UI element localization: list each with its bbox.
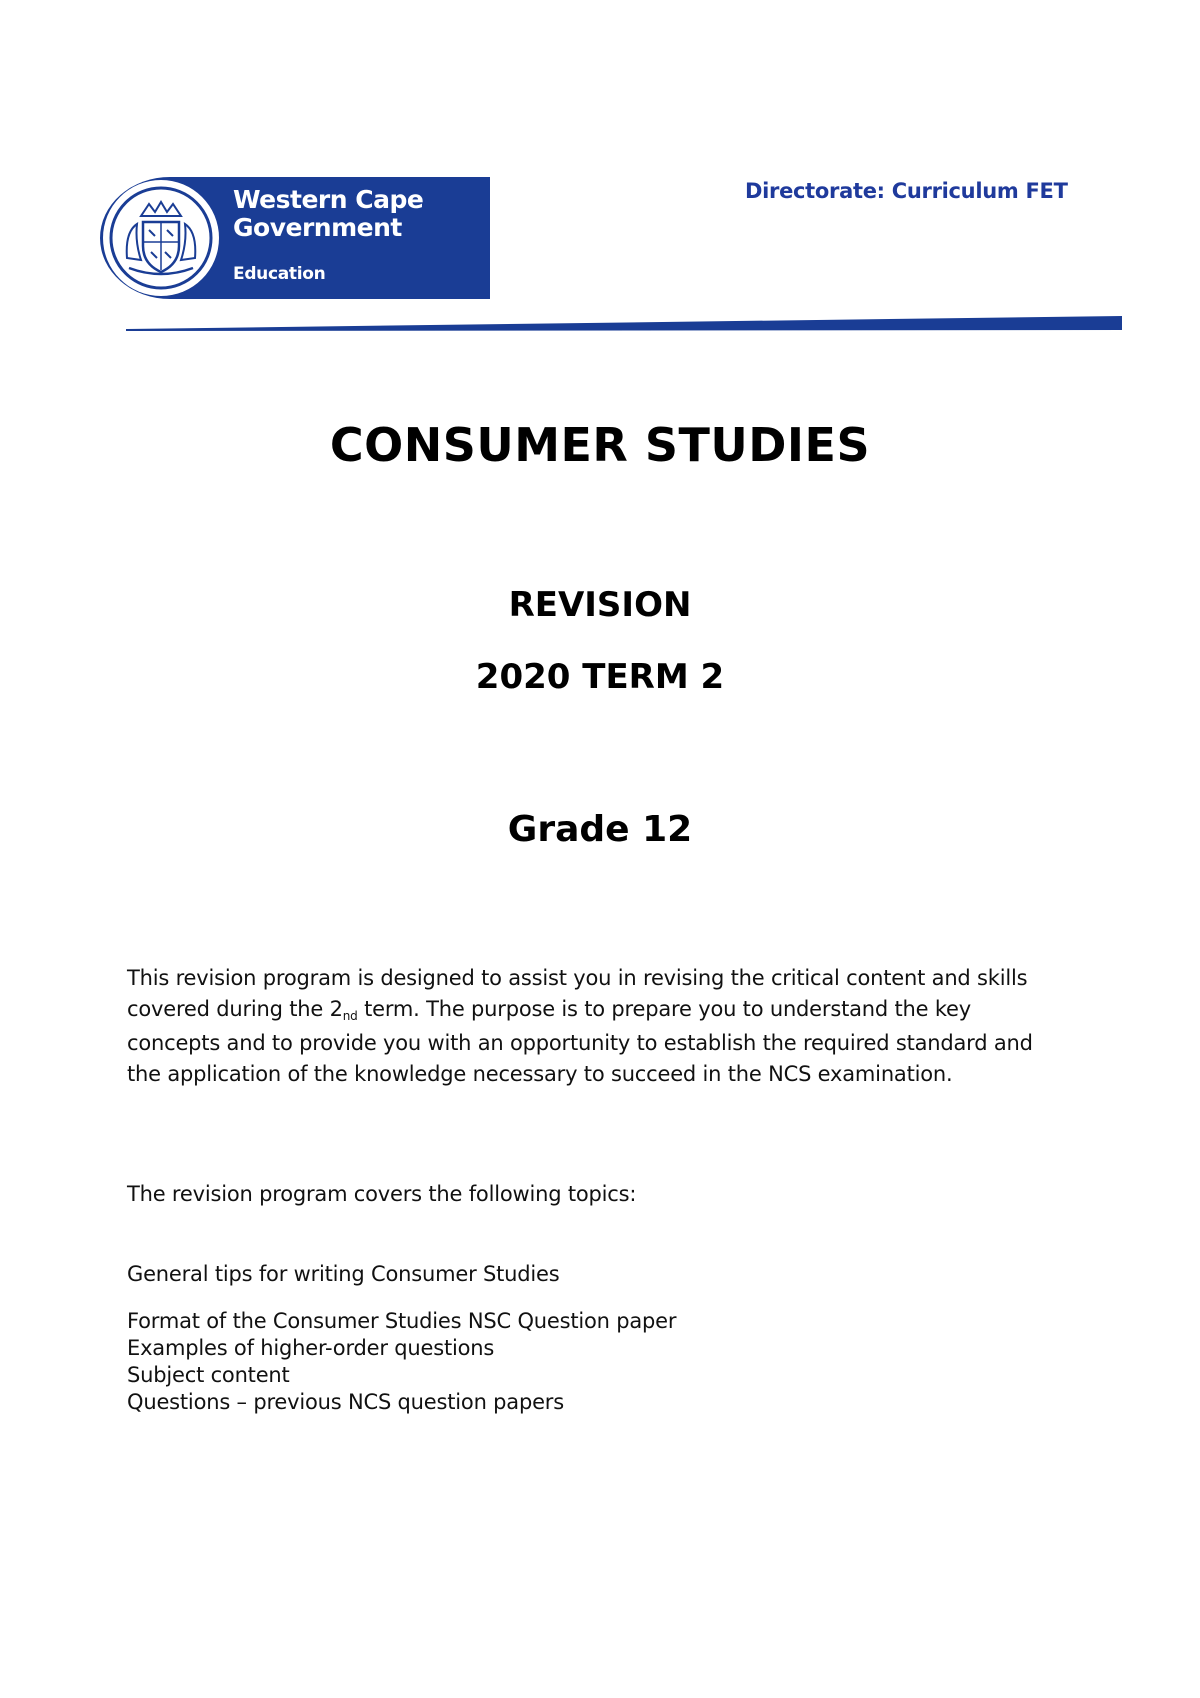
grade-heading: Grade 12 bbox=[507, 809, 693, 850]
coat-of-arms-icon bbox=[103, 180, 219, 296]
ordinal-suffix: nd bbox=[342, 1009, 358, 1023]
topic-item: General tips for writing Consumer Studies bbox=[127, 1262, 560, 1286]
topics-intro: The revision program covers the following topics: bbox=[127, 1182, 637, 1206]
term-heading: 2020 TERM 2 bbox=[475, 657, 725, 697]
logo-text-education: Education bbox=[233, 264, 326, 284]
directorate-label: Directorate: Curriculum FET bbox=[745, 179, 1068, 203]
intro-text-end: term. The purpose is to prepare you to understand the key concepts and to provide you with an opportunity to establish the required standard and the application of the knowledge necessary to succeed in the NCS examination. bbox=[127, 997, 1033, 1086]
logo-background bbox=[100, 177, 490, 299]
header-divider bbox=[126, 313, 1122, 333]
intro-paragraph bbox=[127, 963, 1047, 1090]
topic-item: Questions – previous NCS question papers bbox=[127, 1390, 564, 1414]
intro-text-start: This revision program is designed to assist you in revising the critical content and skills covered during the 2 bbox=[127, 966, 1028, 1021]
logo-text-western-cape: Western Cape bbox=[233, 185, 424, 214]
topic-item: Subject content bbox=[127, 1363, 290, 1387]
document-title: CONSUMER STUDIES bbox=[329, 418, 871, 472]
topic-item: Format of the Consumer Studies NSC Question paper bbox=[127, 1309, 677, 1333]
topic-item: Examples of higher-order questions bbox=[127, 1336, 495, 1360]
wcg-logo bbox=[100, 177, 490, 299]
logo-text-government: Government bbox=[233, 213, 402, 242]
revision-heading: REVISION bbox=[508, 585, 692, 625]
